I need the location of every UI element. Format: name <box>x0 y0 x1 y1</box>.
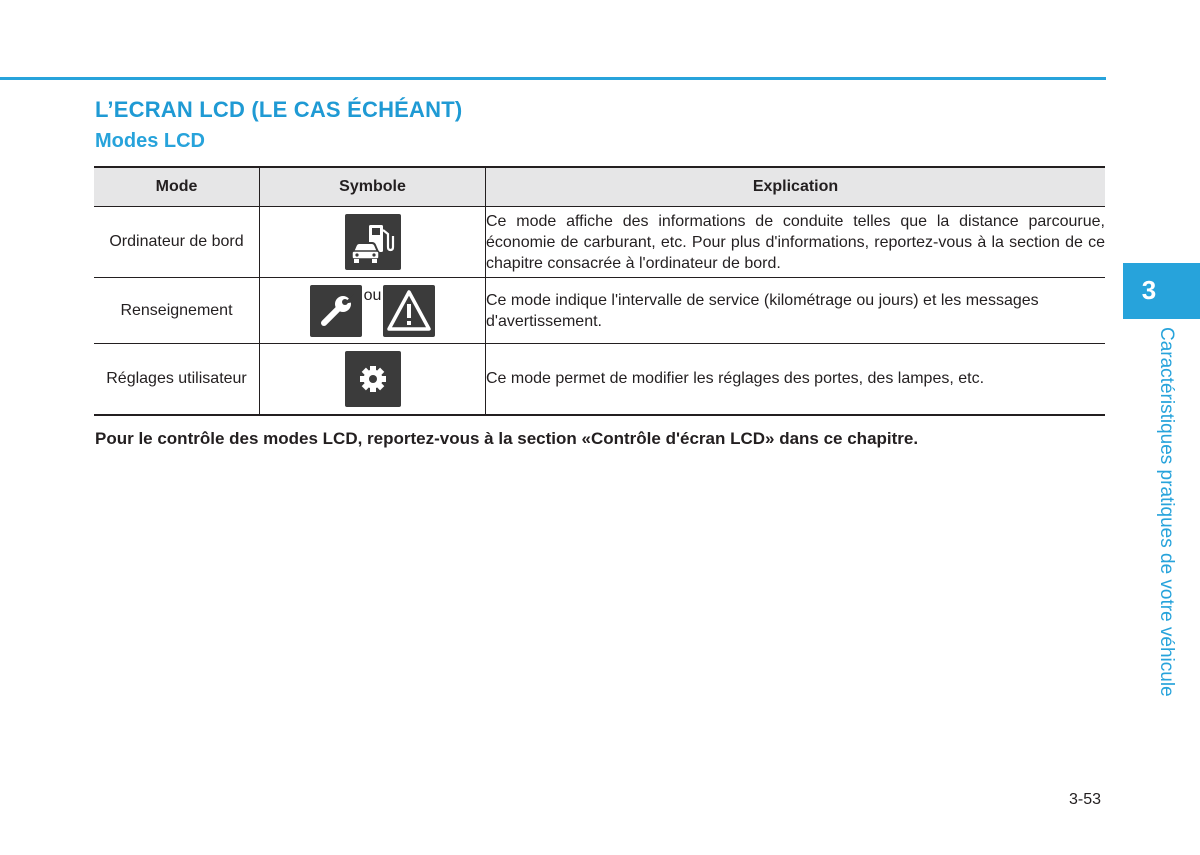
explanation-cell: Ce mode permet de modifier les réglages des portes, des lampes, etc. <box>486 344 1106 415</box>
header-explanation: Explication <box>486 167 1106 207</box>
table-row <box>94 207 1105 278</box>
or-separator: ou <box>363 286 382 304</box>
page-number: 3-53 <box>1069 791 1102 808</box>
explanation-cell: Ce mode affiche des informations de conduite telles que la distance parcourue, économie de carburant, etc. Pour plus d'informations, reportez-vous à la section de ce chapitre consacrée à l'ordinateur de bord. <box>486 207 1106 278</box>
lcd-modes-table <box>94 166 1105 416</box>
warning-triangle-icon <box>383 285 435 337</box>
sub-title: Modes LCD <box>95 130 205 152</box>
header-mode: Mode <box>94 167 260 207</box>
symbol-cell <box>260 278 486 344</box>
header-symbol: Symbole <box>260 167 486 207</box>
symbol-cell <box>260 344 486 415</box>
fuel-car-icon <box>345 214 401 270</box>
chapter-number: 3 <box>1141 275 1157 305</box>
top-rule <box>0 77 1106 80</box>
wrench-icon <box>310 285 362 337</box>
section-title: L’ECRAN LCD (LE CAS ÉCHÉANT) <box>95 97 463 122</box>
footnote: Pour le contrôle des modes LCD, reportez-vous à la section «Contrôle d'écran LCD» dans ce chapitre. <box>95 429 919 448</box>
gear-icon <box>345 351 401 407</box>
chapter-title: Caractéristiques pratiques de votre véhicule <box>1156 327 1177 697</box>
chapter-tab <box>1123 263 1200 319</box>
table-row <box>94 278 1105 344</box>
mode-cell: Réglages utilisateur <box>94 344 260 415</box>
table-row <box>94 344 1105 415</box>
mode-cell: Ordinateur de bord <box>94 207 260 278</box>
explanation-cell: Ce mode indique l'intervalle de service (kilométrage ou jours) et les messages d'avertissement. <box>486 278 1106 344</box>
table-header-row <box>94 167 1105 207</box>
symbol-cell <box>260 207 486 278</box>
mode-cell: Renseignement <box>94 278 260 344</box>
